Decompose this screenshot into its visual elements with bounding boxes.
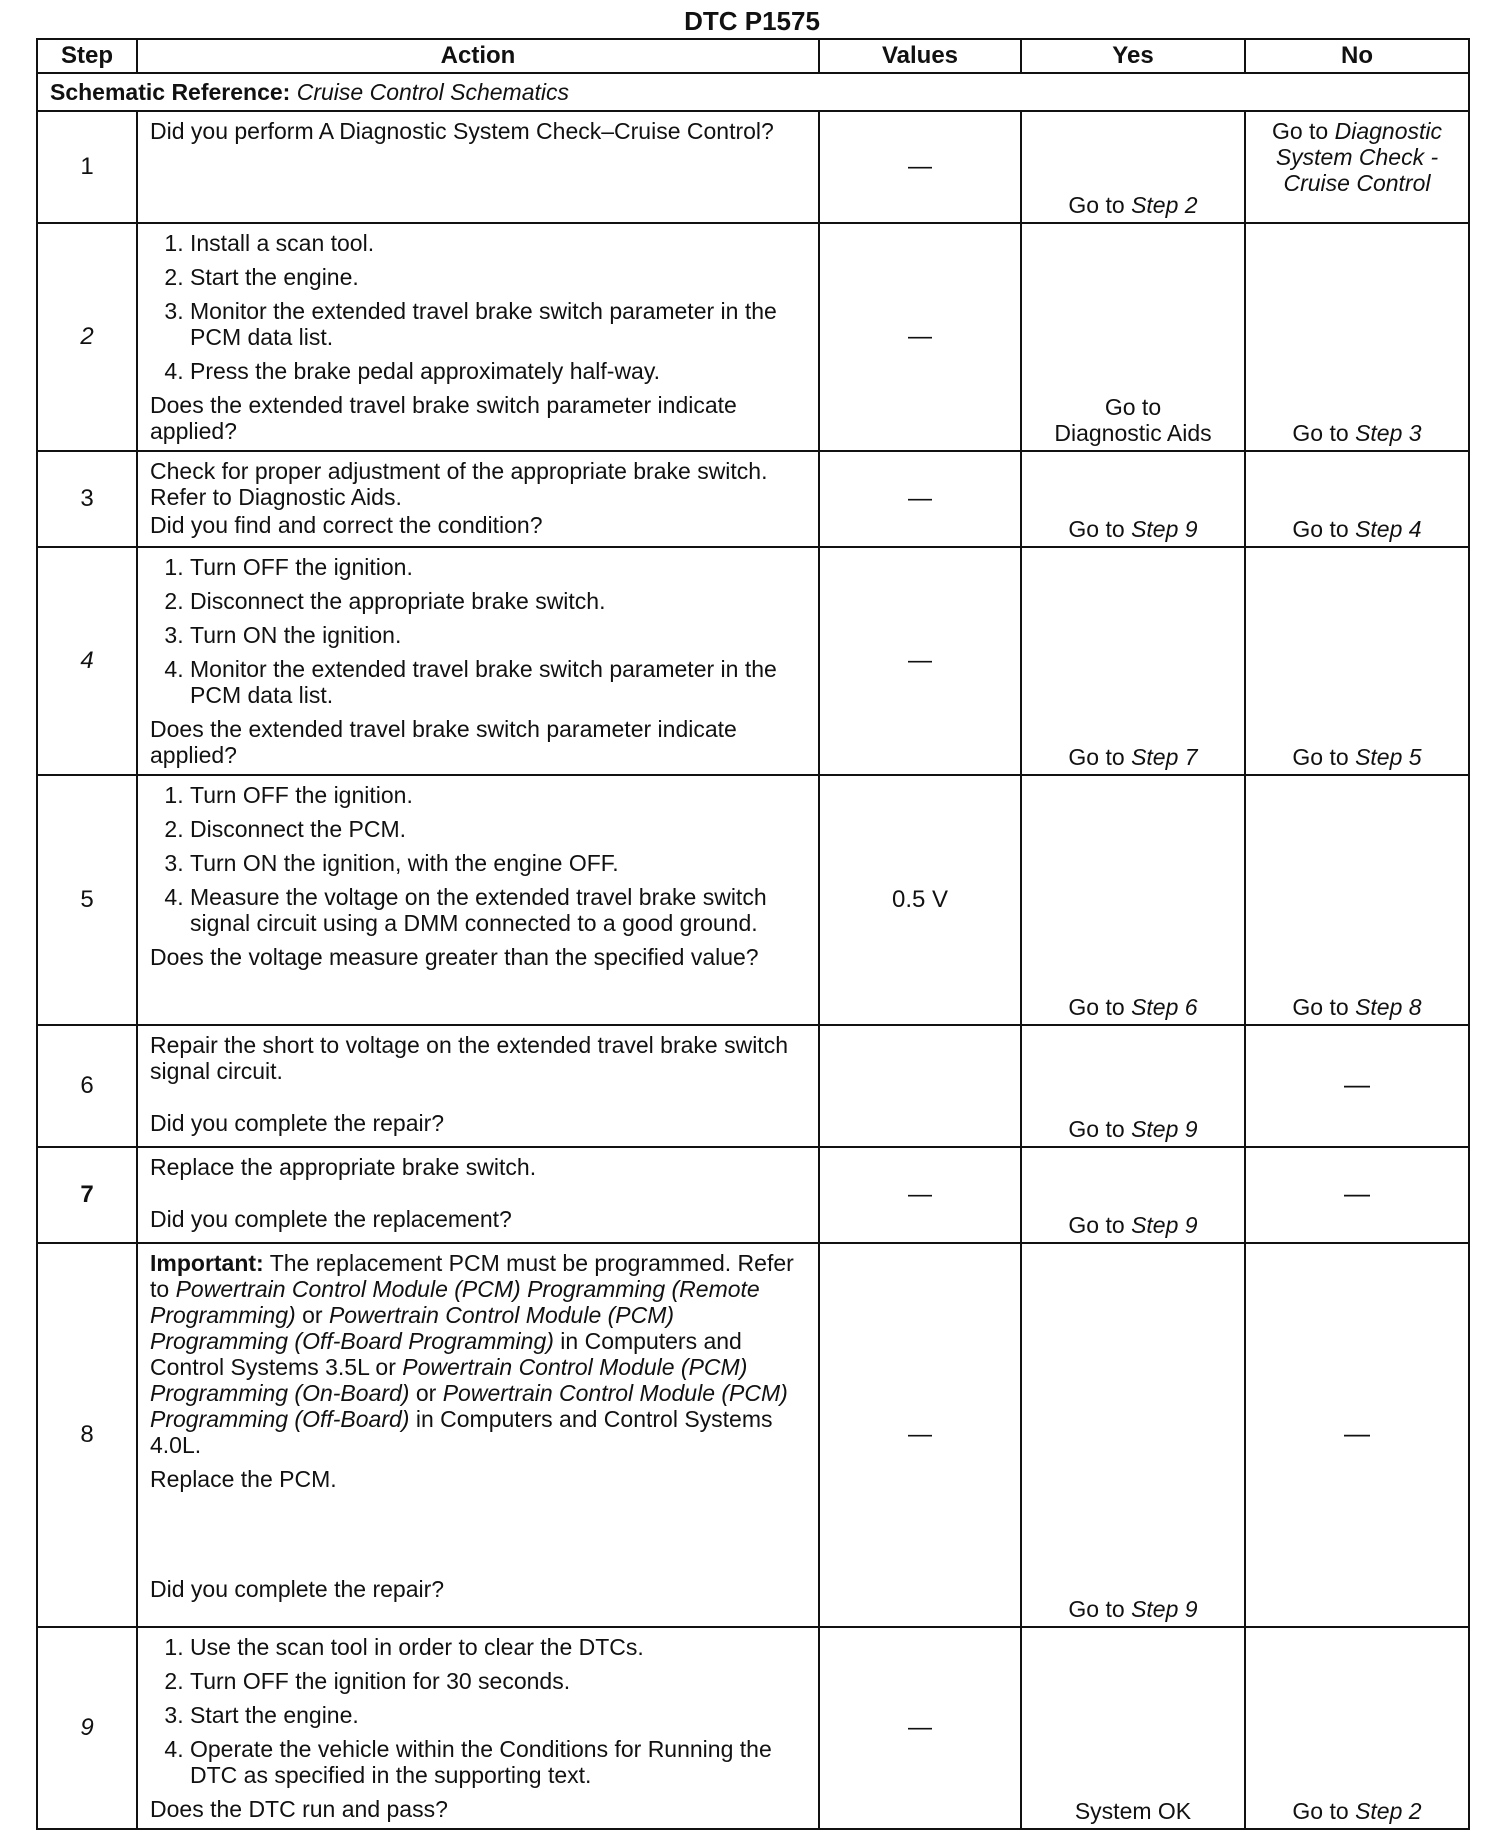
step-link: Step 6 <box>1131 994 1198 1020</box>
table-row <box>37 1147 1469 1243</box>
yes-cell <box>1021 1025 1245 1147</box>
header-yes: Yes <box>1021 39 1245 73</box>
table-row <box>37 223 1469 451</box>
value-cell: — <box>819 1243 1021 1627</box>
yes-cell <box>1021 775 1245 1025</box>
step-number: 1 <box>37 111 137 223</box>
go-to-text: Go to <box>1068 192 1125 218</box>
step-link: Step 3 <box>1355 420 1422 446</box>
action-cell <box>137 1147 819 1243</box>
no-cell <box>1245 223 1469 451</box>
list-item: 4. Monitor the extended travel brake switch parameter in the PCM data list. <box>190 656 804 708</box>
procedure-link: Powertrain Control Module (PCM) Programming (Off-Board) <box>150 1380 788 1432</box>
action-cell <box>137 223 819 451</box>
go-to-text: Go to <box>1068 516 1125 542</box>
no-cell: — <box>1245 1147 1469 1243</box>
diagnostic-table <box>36 38 1470 1830</box>
no-cell: — <box>1245 1243 1469 1627</box>
page-title: DTC P1575 <box>684 6 820 36</box>
no-cell <box>1245 111 1469 223</box>
important-label: Important: <box>150 1250 264 1276</box>
important-text: in Computers and Control Systems 4.0L. <box>150 1406 773 1458</box>
procedure-link: Powertrain Control Module (PCM) Programming (On-Board) <box>150 1354 748 1406</box>
list-item: 2. Disconnect the appropriate brake switch. <box>190 588 804 614</box>
go-to-text: Go to <box>1104 394 1162 420</box>
list-item: 4. Operate the vehicle within the Conditions for Running the DTC as specified in the supporting text. <box>190 1736 804 1788</box>
list-item: 2. Start the engine. <box>190 264 804 290</box>
list-item: 1. Turn OFF the ignition. <box>190 554 804 580</box>
action-cell <box>137 775 819 1025</box>
step-link: Step 9 <box>1131 516 1198 542</box>
header-values: Values <box>819 39 1021 73</box>
action-text: Check for proper adjustment of the appropriate brake switch. Refer to Diagnostic Aids. <box>150 458 768 510</box>
important-text: The replacement PCM must be programmed. Refer to <box>150 1250 794 1302</box>
header-row <box>37 39 1469 73</box>
action-cell <box>137 1025 819 1147</box>
procedure-link: Diagnostic System Check - Cruise Control <box>1275 118 1443 196</box>
list-item: 2. Turn OFF the ignition for 30 seconds. <box>190 1668 804 1694</box>
step-link: Step 9 <box>1131 1212 1198 1238</box>
go-to-text: Go to <box>1292 744 1349 770</box>
table-row <box>37 775 1469 1025</box>
value-cell: — <box>819 111 1021 223</box>
go-to-text: Go to <box>1068 1596 1125 1622</box>
question-text: Does the voltage measure greater than the specified value? <box>150 944 759 970</box>
go-to-text: Go to <box>1292 516 1349 542</box>
important-text: or <box>295 1302 329 1328</box>
schematic-reference-row <box>37 73 1469 111</box>
list-item: 4. Measure the voltage on the extended travel brake switch signal circuit using a DMM connected to a good ground. <box>190 884 804 936</box>
table-row <box>37 111 1469 223</box>
step-number: 4 <box>37 547 137 775</box>
action-cell <box>137 547 819 775</box>
action-cell <box>137 1627 819 1829</box>
schematic-reference <box>37 73 1469 111</box>
list-item: 1. Install a scan tool. <box>190 230 804 256</box>
question-text: Did you find and correct the condition? <box>150 512 543 538</box>
table-row <box>37 1243 1469 1627</box>
step-number: 7 <box>37 1147 137 1243</box>
schematic-reference-label: Schematic Reference: <box>50 79 291 105</box>
go-to-text: Go to <box>1292 994 1349 1020</box>
step-link: Step 2 <box>1131 192 1198 218</box>
action-text: Replace the PCM. <box>150 1466 337 1492</box>
question-text: Did you complete the repair? <box>150 1576 445 1602</box>
question-text: Does the DTC run and pass? <box>150 1796 448 1822</box>
header-step: Step <box>37 39 137 73</box>
value-cell <box>819 1025 1021 1147</box>
action-cell <box>137 451 819 547</box>
procedure-link: Powertrain Control Module (PCM) Programming (Remote Programming) <box>150 1276 760 1328</box>
procedure-list <box>150 782 804 936</box>
no-cell <box>1245 1627 1469 1829</box>
table-row <box>37 1627 1469 1829</box>
value-cell: — <box>819 1147 1021 1243</box>
value-cell: — <box>819 451 1021 547</box>
step-link: Step 8 <box>1355 994 1422 1020</box>
important-text: in Computers and Control Systems 3.5L or <box>150 1328 742 1380</box>
procedure-link: Powertrain Control Module (PCM) Programming (Off-Board Programming) <box>150 1302 675 1354</box>
step-number: 6 <box>37 1025 137 1147</box>
table-row <box>37 1025 1469 1147</box>
no-cell <box>1245 451 1469 547</box>
no-cell <box>1245 775 1469 1025</box>
yes-cell <box>1021 1243 1245 1627</box>
list-item: 3. Start the engine. <box>190 1702 804 1728</box>
list-item: 1. Use the scan tool in order to clear the DTCs. <box>190 1634 804 1660</box>
go-to-text: Go to <box>1068 1116 1125 1142</box>
no-cell: — <box>1245 1025 1469 1147</box>
step-number: 3 <box>37 451 137 547</box>
value-cell: — <box>819 223 1021 451</box>
value-cell: — <box>819 547 1021 775</box>
procedure-list <box>150 1634 804 1788</box>
yes-cell: System OK <box>1021 1627 1245 1829</box>
step-link: Step 9 <box>1131 1116 1198 1142</box>
list-item: 3. Turn ON the ignition. <box>190 622 804 648</box>
value-cell: — <box>819 1627 1021 1829</box>
yes-cell <box>1021 223 1245 451</box>
important-text: or <box>409 1380 443 1406</box>
header-no: No <box>1245 39 1469 73</box>
go-to-text: Go to <box>1068 1212 1125 1238</box>
step-link: Step 9 <box>1131 1596 1198 1622</box>
go-to-text: Go to <box>1292 1798 1349 1824</box>
step-number: 8 <box>37 1243 137 1627</box>
step-number: 5 <box>37 775 137 1025</box>
step-link: Step 7 <box>1131 744 1198 770</box>
step-number: 2 <box>37 223 137 451</box>
action-cell <box>137 111 819 223</box>
list-item: 4. Press the brake pedal approximately half-way. <box>190 358 804 384</box>
question-text: Did you complete the replacement? <box>150 1206 512 1232</box>
go-to-text: Go to <box>1068 744 1125 770</box>
important-note <box>150 1250 804 1458</box>
schematic-reference-link: Cruise Control Schematics <box>296 79 569 105</box>
value-cell: 0.5 V <box>819 775 1021 1025</box>
header-action: Action <box>137 39 819 73</box>
procedure-list <box>150 554 804 708</box>
step-link: Step 4 <box>1355 516 1422 542</box>
go-to-text: Go to <box>1068 994 1125 1020</box>
table-row <box>37 547 1469 775</box>
action-cell <box>137 1243 819 1627</box>
go-to-text: Go to <box>1271 118 1329 144</box>
yes-cell <box>1021 111 1245 223</box>
step-link: Step 5 <box>1355 744 1422 770</box>
action-text: Did you perform A Diagnostic System Check–Cruise Control? <box>150 118 774 144</box>
table-row <box>37 451 1469 547</box>
procedure-list <box>150 230 804 384</box>
no-cell <box>1245 547 1469 775</box>
yes-cell <box>1021 547 1245 775</box>
action-text: Replace the appropriate brake switch. <box>150 1154 537 1180</box>
list-item: 2. Disconnect the PCM. <box>190 816 804 842</box>
step-link: Step 2 <box>1355 1798 1422 1824</box>
yes-cell <box>1021 451 1245 547</box>
yes-cell <box>1021 1147 1245 1243</box>
procedure-link: Diagnostic Aids <box>1054 420 1212 446</box>
question-text: Did you complete the repair? <box>150 1110 445 1136</box>
list-item: 1. Turn OFF the ignition. <box>190 782 804 808</box>
question-text: Does the extended travel brake switch parameter indicate applied? <box>150 716 737 768</box>
action-text: Repair the short to voltage on the extended travel brake switch signal circuit. <box>150 1032 788 1084</box>
step-number: 9 <box>37 1627 137 1829</box>
go-to-text: Go to <box>1292 420 1349 446</box>
list-item: 3. Monitor the extended travel brake switch parameter in the PCM data list. <box>190 298 804 350</box>
question-text: Does the extended travel brake switch parameter indicate applied? <box>150 392 737 444</box>
list-item: 3. Turn ON the ignition, with the engine OFF. <box>190 850 804 876</box>
